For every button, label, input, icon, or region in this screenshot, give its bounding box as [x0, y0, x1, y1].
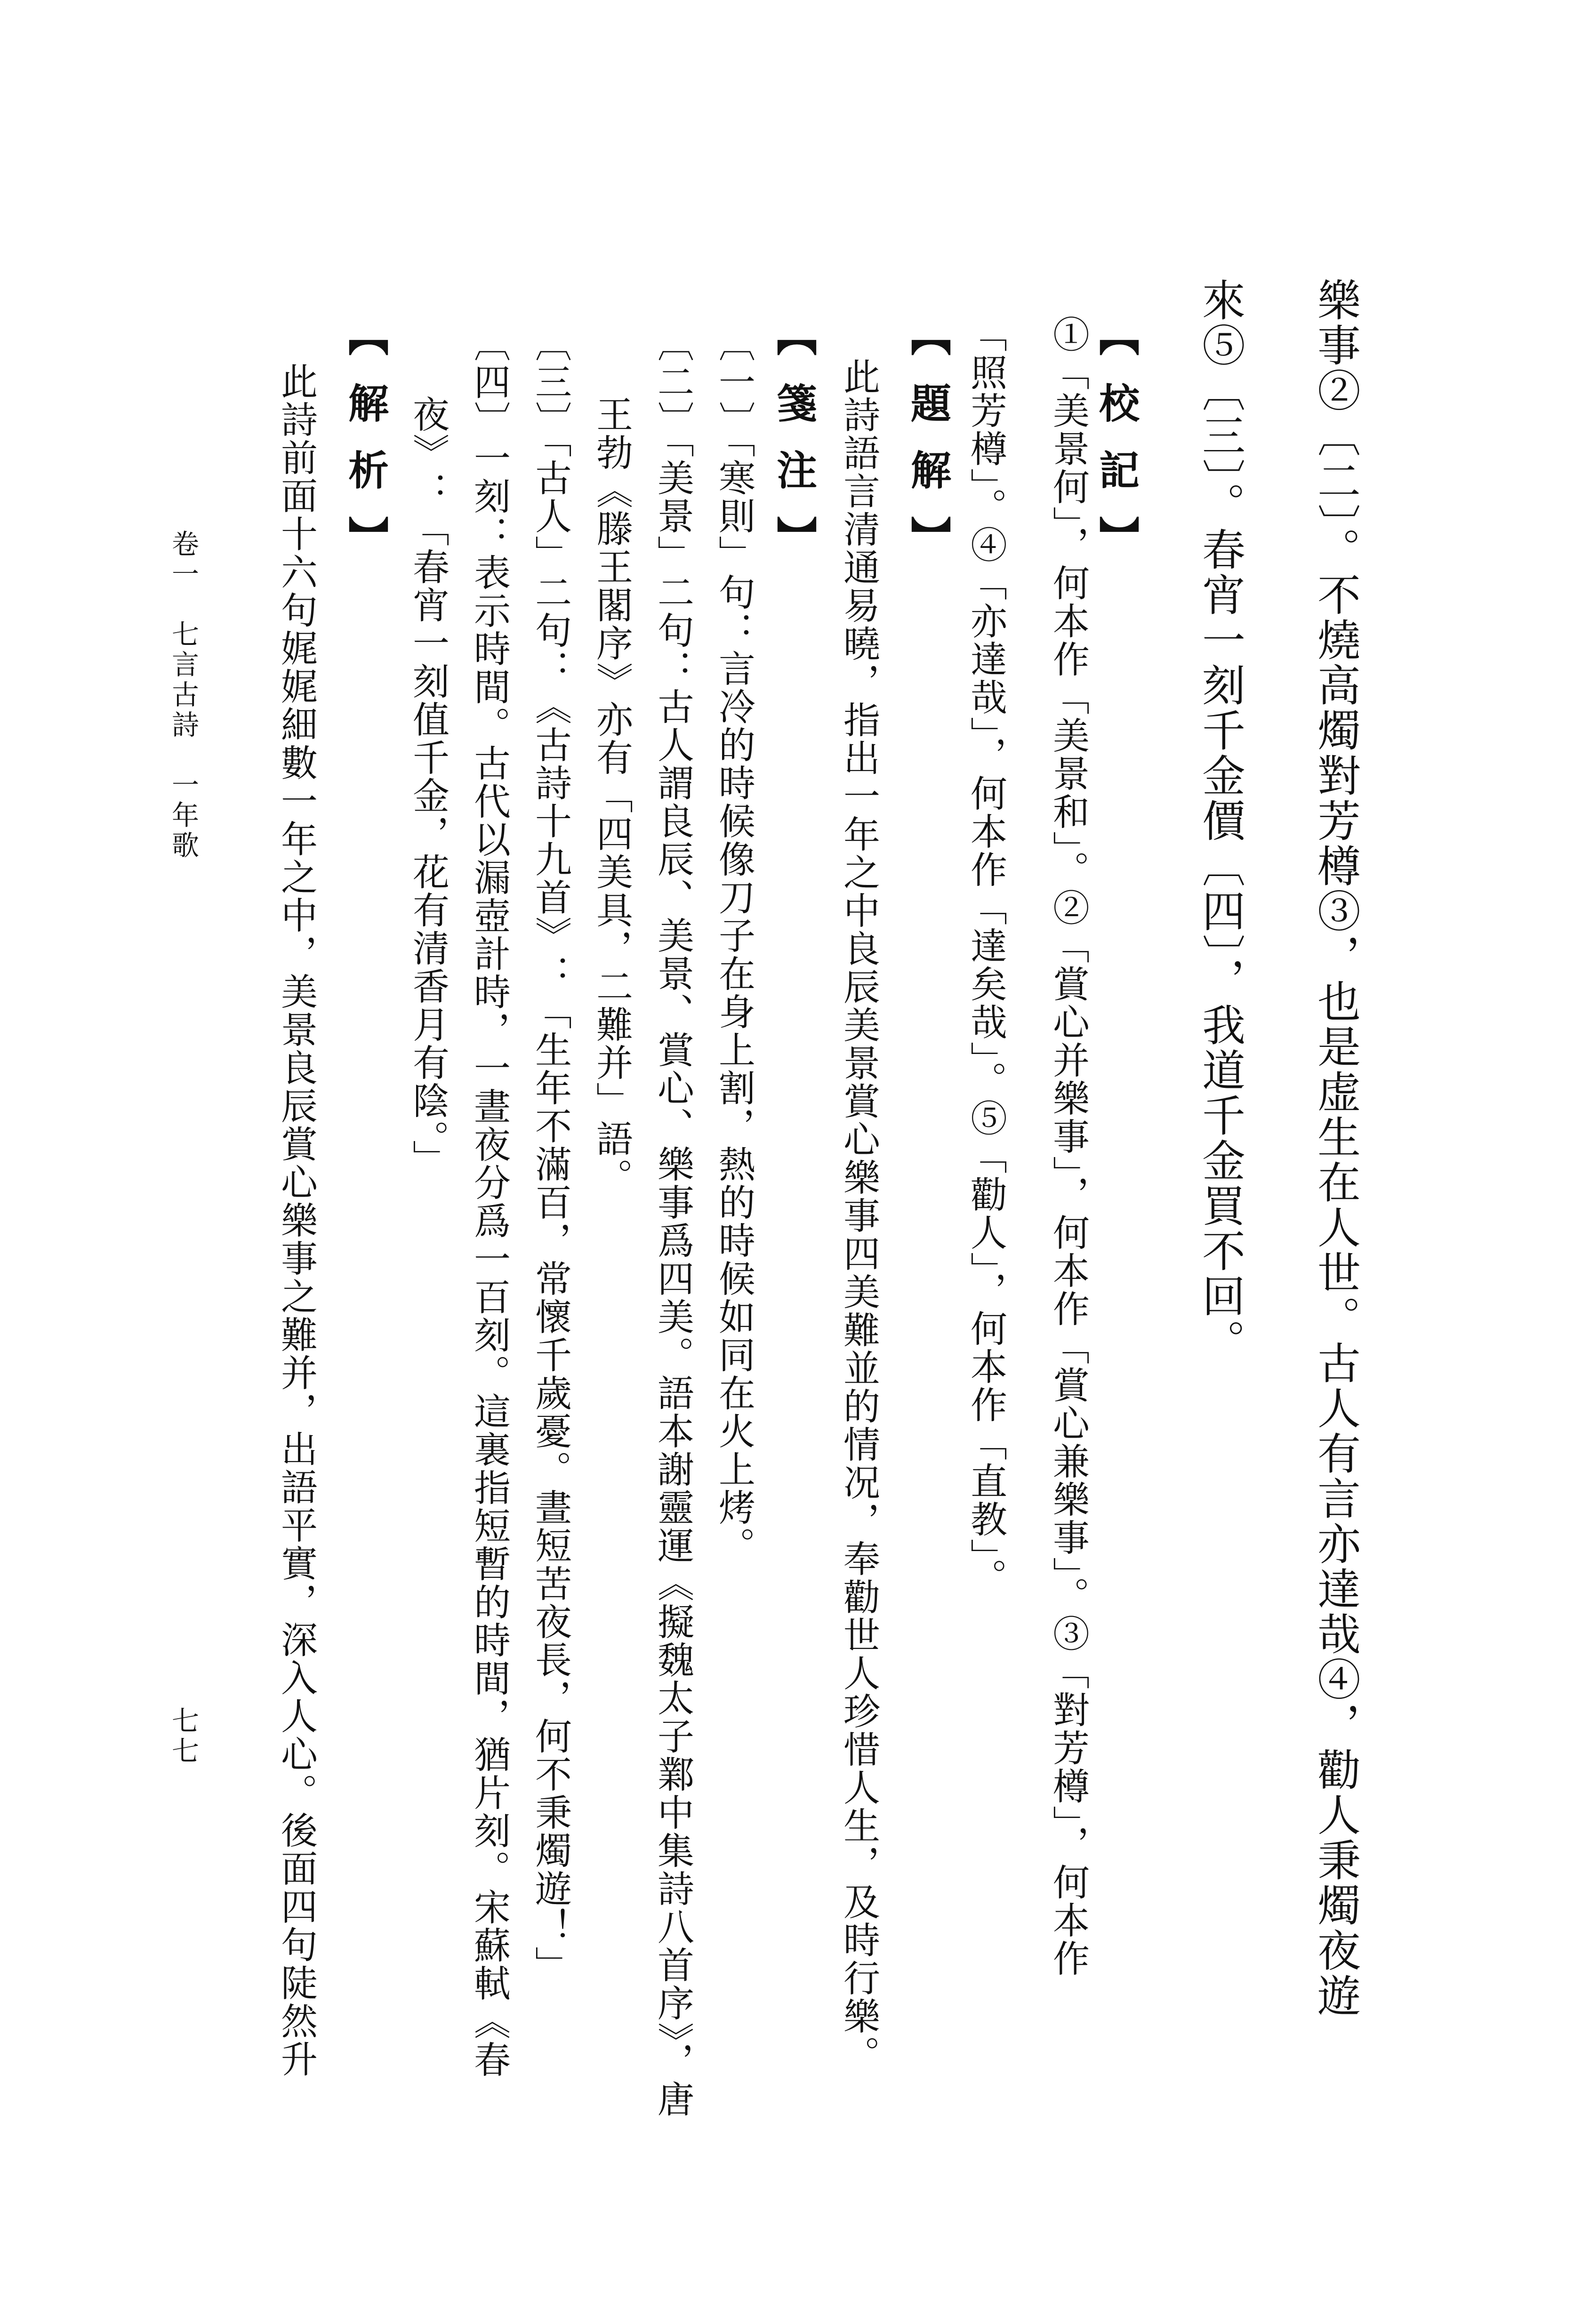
running-title: 卷一 七言古詩 一年歌 — [167, 530, 199, 861]
tijie-heading: 【題解】 — [904, 315, 951, 583]
page-number: 七七 — [167, 1706, 199, 1767]
jianzhu-line-3: 王勃《滕王閣序》亦有「四美具，二難并」語。 — [590, 395, 633, 1196]
poem-line-2: 來⑤〔三〕。春宵一刻千金價〔四〕，我道千金買不回。 — [1195, 278, 1245, 1364]
jiaoji-line-2: 「照芳樽」。④「亦達哉」，何本作「達矣哉」。⑤「勸人」，何本作「直教」。 — [964, 315, 1007, 1596]
tijie-line-1: 此詩語言清通易曉，指出一年之中良辰美景賞心樂事四美難並的情况，奉勸世人珍惜人生，及時行樂。 — [837, 358, 880, 2074]
jianzhu-line-6: 夜》：「春宵一刻值千金，花有清香月有陰。」 — [407, 395, 449, 1178]
jianzhu-line-2: 〔二〕「美景」二句：古人謂良辰、美景、賞心、樂事爲四美。語本謝靈運《擬魏太子鄴中集詩八首序》，唐 — [651, 325, 694, 2118]
jiexi-line-1: 此詩前面十六句娓娓細數一年之中，美景良辰賞心樂事之難并，出語平實，深入人心。後面四句陡然升 — [275, 362, 317, 2078]
poem-line-1: 樂事②〔二〕。不燒高燭對芳樽③，也是虚生在人世。古人有言亦達哉④，勸人秉燭夜遊 — [1310, 278, 1361, 2018]
jiaoji-line-1: ①「美景何」，何本作「美景和」。②「賞心并樂事」，何本作「賞心兼樂事」。③「對芳樽」，何本作 — [1047, 315, 1089, 1978]
jianzhu-heading: 【箋注】 — [770, 315, 817, 583]
jiaoji-heading: 【校記】 — [1092, 315, 1140, 583]
jianzhu-line-4: 〔三〕「古人」二句：《古詩十九首》：「生年不滿百，常懷千歲憂。晝短苦夜長，何不秉燭遊！」 — [529, 325, 571, 1984]
jianzhu-line-5: 〔四〕一刻：表示時間。古代以漏壺計時，一晝夜分爲一百刻。這裏指短暫的時間，猶片刻。宋蘇軾《春 — [468, 325, 510, 2079]
jianzhu-line-1: 〔一〕「寒則」句：言冷的時候像刀子在身上割，熱的時候如同在火上烤。 — [713, 325, 755, 1565]
jiexi-heading: 【解析】 — [341, 315, 389, 583]
